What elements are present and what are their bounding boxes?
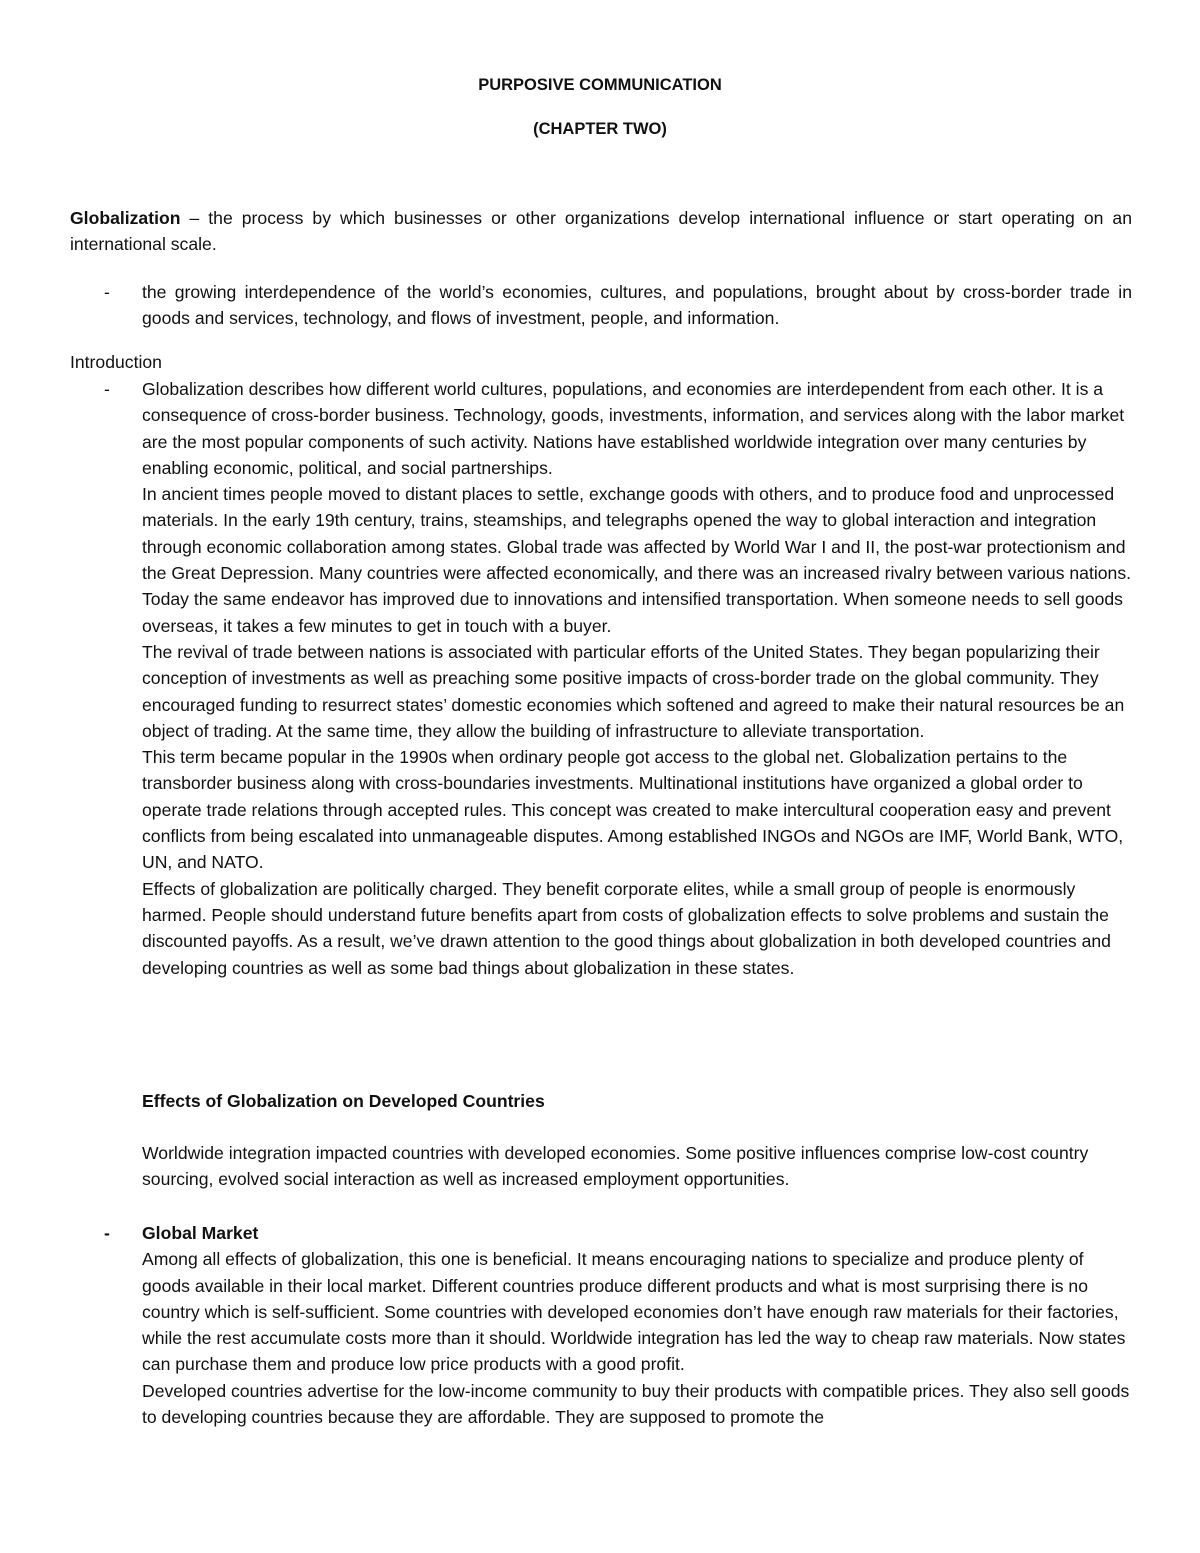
introduction-bullet: [104, 376, 1132, 981]
global-market-heading: Global Market: [142, 1223, 259, 1243]
bullet-dash: -: [104, 379, 110, 399]
definition-bullet-text: the growing interdependence of the world’s economies, cultures, and populations, brought about by cross-border trade in goods and services, technology, and flows of investment, people, and information.: [142, 282, 1132, 329]
global-market-body: [142, 1220, 1132, 1430]
introduction-heading: Introduction: [70, 352, 162, 372]
introduction-paragraph: This term became popular in the 1990s when ordinary people got access to the global net. Globalization pertains to the transborder business along with cross-boundaries investments. Multinational institutions have organized a global order to operate trade relations through accepted rules. This concept was created to make intercultural cooperation easy and prevent conflicts from being escalated into unmanageable disputes. Among established INGOs and NGOs are IMF, World Bank, WTO, UN, and NATO.: [142, 747, 1124, 873]
chapter-subtitle: (CHAPTER TWO): [533, 120, 667, 138]
developed-effects-heading: Effects of Globalization on Developed Countries: [142, 1091, 545, 1111]
bullet-dash: -: [104, 282, 110, 302]
definition-paragraph: [70, 205, 1132, 258]
document-title: PURPOSIVE COMMUNICATION: [478, 76, 722, 94]
definition-bullet: [104, 279, 1132, 332]
bullet-dash: -: [104, 1223, 110, 1243]
global-market-paragraph: Developed countries advertise for the low-income community to buy their products with compatible prices. They also sell goods to developing countries because they are affordable. They are supposed to promote the: [142, 1380, 1130, 1428]
definition-text: – the process by which businesses or other organizations develop international influence or start operating on an international scale.: [70, 208, 1132, 255]
developed-effects-intro: Worldwide integration impacted countries with developed economies. Some positive influences comprise low-cost country sourcing, evolved social interaction as well as increased employment opportunities.: [142, 1143, 1089, 1190]
definition-term: Globalization: [70, 208, 181, 228]
introduction-paragraph: In ancient times people moved to distant places to settle, exchange goods with others, and to produce food and unprocessed materials. In the early 19th century, trains, steamships, and telegraphs opened the way to global interaction and integration through economic collaboration among states. Global trade was affected by World War I and II, the post-war protectionism and the Great Depression. Many countries were affected economically, and there was an increased rivalry between various nations. Today the same endeavor has improved due to innovations and intensified transportation. When someone needs to sell goods overseas, it takes a few minutes to get in touch with a buyer.: [142, 484, 1132, 636]
introduction-paragraph: Effects of globalization are politically charged. They benefit corporate elites, while a small group of people is enormously harmed. People should understand future benefits apart from costs of globalization effects to solve problems and sustain the discounted payoffs. As a result, we’ve drawn attention to the good things about globalization in both developed countries and developing countries as well as some bad things about globalization in these states.: [142, 878, 1111, 978]
global-market-paragraph: Among all effects of globalization, this one is beneficial. It means encouraging nations to specialize and produce plenty of goods available in their local market. Different countries produce different products and what is most surprising there is no country which is self-sufficient. Some countries with developed economies don’t have enough raw materials for their factories, while the rest accumulate costs more than it should. Worldwide integration has led the way to cheap raw materials. Now states can purchase them and produce low price products with a good profit.: [142, 1249, 1126, 1375]
introduction-body: [142, 376, 1132, 981]
global-market-bullet: [104, 1220, 1132, 1430]
introduction-paragraph: Globalization describes how different world cultures, populations, and economies are interdependent from each other. It is a consequence of cross-border business. Technology, goods, investments, information, and services along with the labor market are the most popular components of such activity. Nations have established worldwide integration over many centuries by enabling economic, political, and social partnerships.: [142, 379, 1125, 478]
introduction-paragraph: The revival of trade between nations is associated with particular efforts of the United States. They began popularizing their conception of investments as well as preaching some positive impacts of cross-border trade on the global community. They encouraged funding to resurrect states’ domestic economies which softened and agreed to make their natural resources be an object of trading. At the same time, they allow the building of infrastructure to alleviate transportation.: [142, 641, 1125, 741]
